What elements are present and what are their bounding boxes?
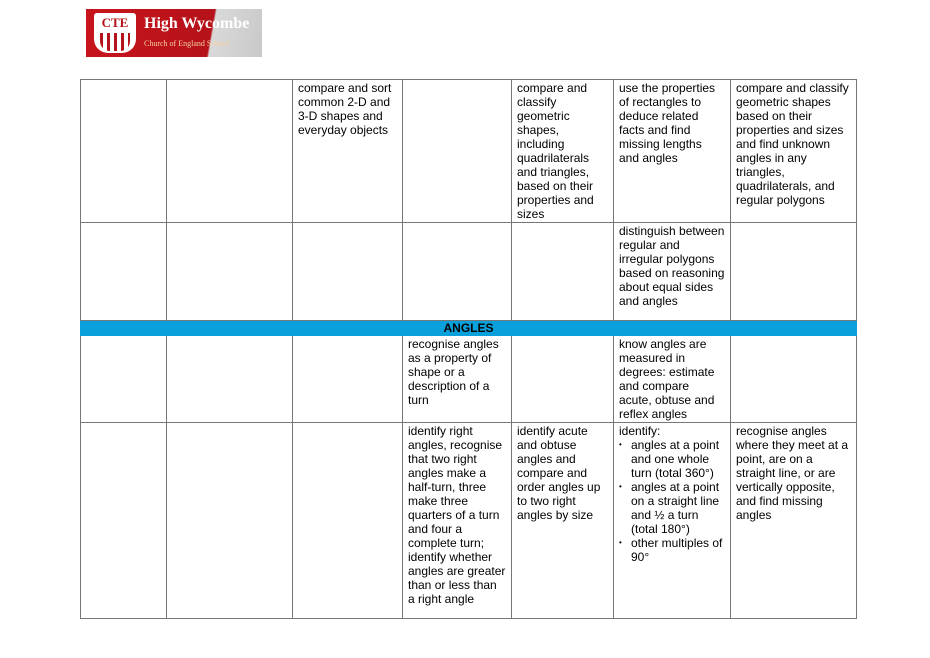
shield-icon: CTE — [94, 13, 136, 53]
cell: identify acute and obtuse angles and compare and order angles up to two right angles by size — [512, 423, 614, 619]
table-row — [81, 223, 857, 321]
cell: know angles are measured in degrees: estimate and compare acute, obtuse and reflex angles — [614, 336, 731, 423]
table-row — [81, 336, 857, 423]
table-row — [81, 423, 857, 619]
cell — [403, 80, 512, 223]
cell — [167, 223, 293, 321]
table-row — [81, 80, 857, 223]
list-item: • other multiples of 90° — [631, 536, 725, 564]
curriculum-table — [80, 79, 857, 619]
list-item: • angles at a point and one whole turn (total 360°) — [631, 438, 725, 480]
logo-subtitle: Church of England School — [144, 39, 230, 48]
cell — [731, 336, 857, 423]
cell: recognise angles as a property of shape or a description of a turn — [403, 336, 512, 423]
cell — [293, 336, 403, 423]
cell — [81, 336, 167, 423]
cell: use the properties of rectangles to deduce related facts and find missing lengths and angles — [614, 80, 731, 223]
list-item: • angles at a point on a straight line and ½ a turn (total 180°) — [631, 480, 725, 536]
cell: compare and classify geometric shapes, including quadrilaterals and triangles, based on their properties and sizes — [512, 80, 614, 223]
section-title: ANGLES — [81, 321, 857, 336]
logo-title: High Wycombe — [144, 15, 250, 32]
cell: distinguish between regular and irregular polygons based on reasoning about equal sides and angles — [614, 223, 731, 321]
cell — [403, 223, 512, 321]
school-logo — [86, 9, 262, 57]
identify-list — [619, 438, 725, 564]
cell — [167, 80, 293, 223]
cell — [167, 336, 293, 423]
cell — [81, 223, 167, 321]
cell — [81, 423, 167, 619]
identify-intro: identify: — [619, 424, 661, 438]
cell: recognise angles where they meet at a point, are on a straight line, or are vertically opposite, and find missing angles — [731, 423, 857, 619]
cell: compare and classify geometric shapes based on their properties and sizes and find unknown angles in any triangles, quadrilaterals, and regular polygons — [731, 80, 857, 223]
cell — [731, 223, 857, 321]
cell — [512, 336, 614, 423]
cell — [81, 80, 167, 223]
cell — [512, 223, 614, 321]
cell — [614, 423, 731, 619]
cell — [167, 423, 293, 619]
cell — [293, 223, 403, 321]
section-header-row — [81, 321, 857, 336]
cell: compare and sort common 2-D and 3-D shapes and everyday objects — [293, 80, 403, 223]
cell: identify right angles, recognise that two right angles make a half-turn, three make three quarters of a turn and four a complete turn; identify whether angles are greater than or less than a right angle — [403, 423, 512, 619]
cell — [293, 423, 403, 619]
